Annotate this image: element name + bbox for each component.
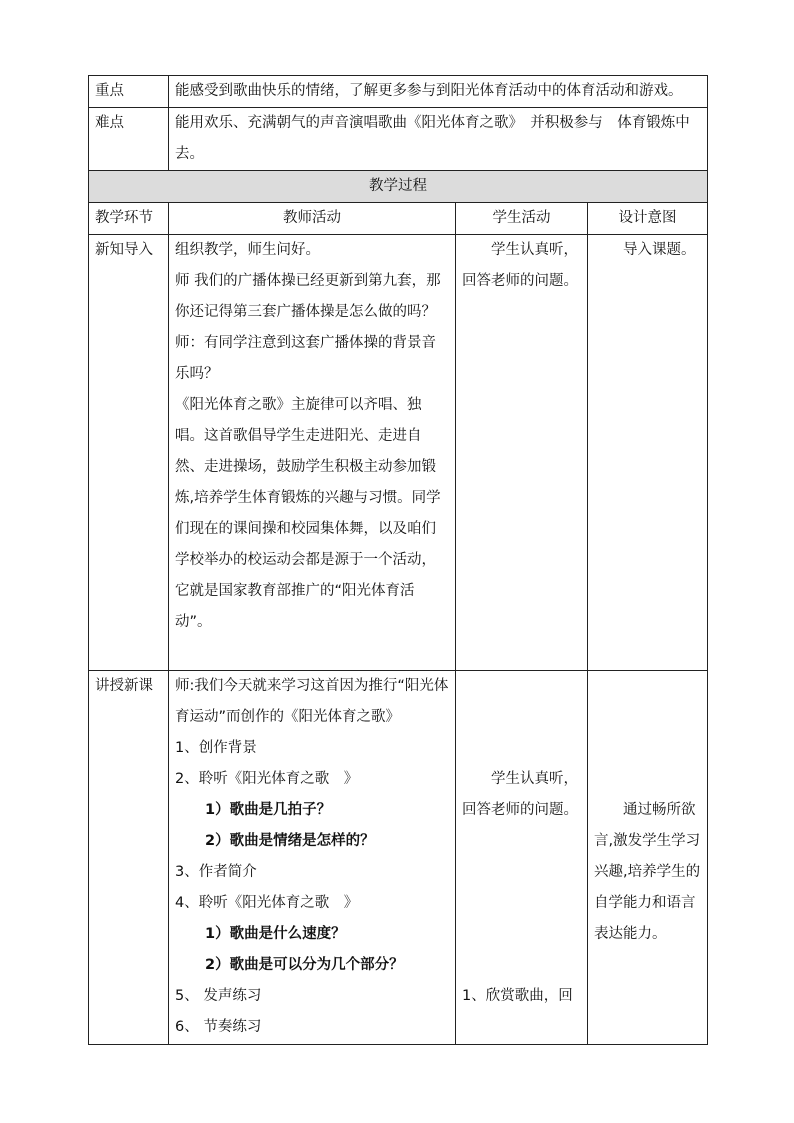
process-title-row: [89, 171, 708, 203]
lecture-item: 3、作者简介: [175, 864, 257, 880]
lecture-intent: 通过畅所欲言,激发学生学习兴趣,培养学生的自学能力和语言表达能力。: [594, 802, 701, 942]
header-row: [89, 203, 708, 235]
lecture-question: 1）歌曲是什么速度？: [205, 926, 346, 942]
key-point-text: 能感受到歌曲快乐的情绪，了解更多参与到阳光体育活动中的体育活动和游戏。: [169, 76, 708, 108]
intro-teacher-line: 师 我们的广播体操已经更新到第九套，那你还记得第三套广播体操是怎么做的吗？: [175, 273, 441, 320]
intro-student: 学生认真听，回答老师的问题。: [456, 235, 588, 671]
lecture-stage: 讲授新课: [89, 671, 169, 1045]
key-point-row: [89, 76, 708, 108]
header-intent: 设计意图: [588, 203, 708, 235]
lecture-intent-cell: [588, 671, 708, 1045]
key-point-label: 重点: [89, 76, 169, 108]
lecture-question: 2）歌曲是可以分为几个部分？: [205, 957, 404, 973]
intro-teacher-line: 《阳光体育之歌》主旋律可以齐唱、独唱。这首歌倡导学生走进阳光、走进自然、走进操场，鼓励学生积极主动参加锻炼,培养学生体育锻炼的兴趣与习惯。同学们现在的课间操和校园集体舞，以及咱们学校举办的校运动会都是源于一个活动，它就是国家教育部推广的“阳光体育活动”。: [175, 397, 441, 630]
difficult-point-text: 能用欢乐、充满朝气的声音演唱歌曲《阳光体育之歌》 并积极参与 体育锻炼中去。: [169, 108, 708, 171]
lecture-row: [89, 671, 708, 1045]
lecture-intro: 师:我们今天就来学习这首因为推行“阳光体育运动”而创作的《阳光体育之歌》: [175, 678, 449, 725]
lecture-item: 5、 发声练习: [175, 988, 262, 1004]
intro-row: [89, 235, 708, 671]
difficult-point-label: 难点: [89, 108, 169, 171]
header-stage: 教学环节: [89, 203, 169, 235]
intro-intent: 导入课题。: [588, 235, 708, 671]
lecture-item: 6、 节奏练习: [175, 1019, 262, 1035]
header-student: 学生活动: [456, 203, 588, 235]
header-teacher: 教师活动: [169, 203, 456, 235]
intro-teacher: [169, 235, 456, 671]
intro-teacher-line: 组织教学，师生问好。: [175, 242, 320, 258]
difficult-point-row: [89, 108, 708, 171]
lecture-student: [456, 671, 588, 1045]
lesson-plan-table: [88, 75, 708, 1045]
lecture-student-activity: 1、欣赏歌曲，回: [462, 988, 573, 1004]
lecture-item: 4、聆听《阳光体育之歌 》: [175, 895, 359, 911]
intro-teacher-line: 师：有同学注意到这套广播体操的背景音乐吗？: [175, 335, 436, 382]
lecture-question: 2）歌曲是情绪是怎样的？: [205, 833, 375, 849]
lecture-teacher: [169, 671, 456, 1045]
intro-stage: 新知导入: [89, 235, 169, 671]
lecture-item: 1、创作背景: [175, 740, 257, 756]
lecture-question: 1）歌曲是几拍子？: [205, 802, 332, 818]
lecture-student-response: 学生认真听，回答老师的问题。: [462, 771, 578, 818]
process-title: 教学过程: [89, 171, 708, 203]
lecture-item: 2、聆听《阳光体育之歌 》: [175, 771, 359, 787]
